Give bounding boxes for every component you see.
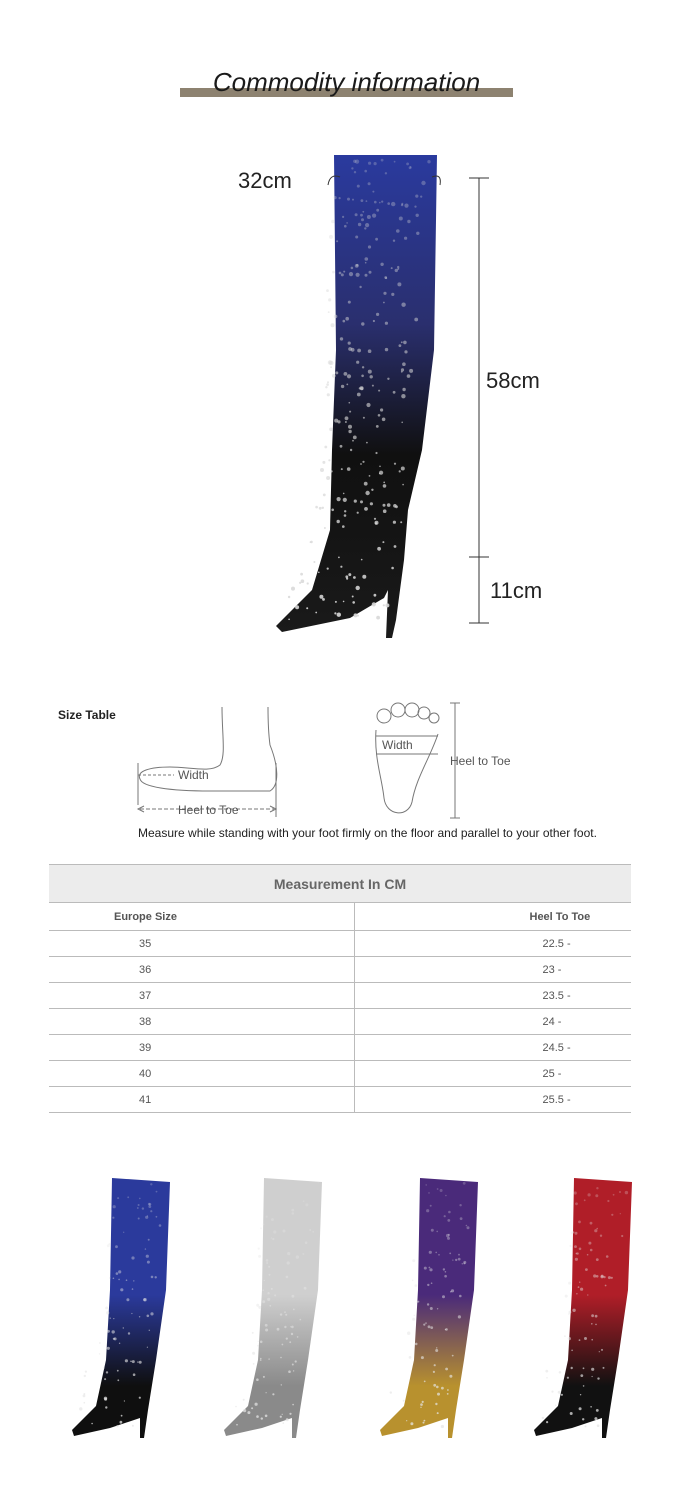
cell-length: 24 - — [354, 1009, 631, 1035]
cell-size: 35 — [49, 931, 354, 957]
foot-side-diagram — [130, 705, 290, 825]
measurement-table — [49, 864, 631, 1113]
table-row — [49, 1035, 631, 1061]
circumference-arc — [320, 165, 450, 195]
table-row — [49, 1009, 631, 1035]
cell-length: 22.5 - — [354, 931, 631, 957]
cell-length: 24.5 - — [354, 1035, 631, 1061]
heel-height-label: 11cm — [490, 578, 543, 603]
hero-boot-shape — [276, 155, 437, 638]
hero-boot-image — [272, 150, 442, 645]
sole-heel-to-toe-label: Heel to Toe — [450, 754, 511, 768]
cell-size: 37 — [49, 983, 354, 1009]
cell-size: 38 — [49, 1009, 354, 1035]
cell-size: 40 — [49, 1061, 354, 1087]
column-header-heel-to-toe: Heel To Toe — [354, 903, 631, 931]
variant-boot-shape — [380, 1178, 478, 1438]
table-row — [49, 931, 631, 957]
cell-length: 25 - — [354, 1061, 631, 1087]
column-header-europe-size: Europe Size — [49, 903, 354, 931]
cell-size: 41 — [49, 1087, 354, 1113]
cell-length: 23 - — [354, 957, 631, 983]
cell-size: 39 — [49, 1035, 354, 1061]
cell-length: 23.5 - — [354, 983, 631, 1009]
variant-boot-silver — [222, 1170, 352, 1445]
table-row — [49, 957, 631, 983]
variant-boot-shape — [224, 1178, 322, 1438]
table-caption: Measurement In CM — [49, 865, 631, 903]
variant-boot-blue-black — [70, 1170, 200, 1445]
page-title: Commodity information — [212, 67, 481, 97]
circumference-label: 32cm — [238, 168, 292, 193]
table-row — [49, 1061, 631, 1087]
dimension-lines — [462, 175, 492, 627]
variant-boot-red-black — [532, 1170, 662, 1445]
shaft-height-label: 58cm — [486, 368, 540, 393]
side-heel-to-toe-label: Heel to Toe — [178, 803, 239, 817]
variant-boot-purple-gold — [378, 1170, 508, 1445]
side-width-label: Width — [178, 768, 209, 782]
cell-size: 36 — [49, 957, 354, 983]
variant-boot-shape — [72, 1178, 170, 1438]
table-row — [49, 1087, 631, 1113]
cell-length: 25.5 - — [354, 1087, 631, 1113]
table-row — [49, 983, 631, 1009]
measure-instructions: Measure while standing with your foot firmly on the floor and parallel to your other foot. — [138, 826, 597, 840]
size-table-label: Size Table — [58, 708, 116, 722]
foot-sole-diagram — [360, 698, 530, 823]
variant-boot-shape — [534, 1178, 632, 1438]
sole-width-label: Width — [382, 738, 413, 752]
